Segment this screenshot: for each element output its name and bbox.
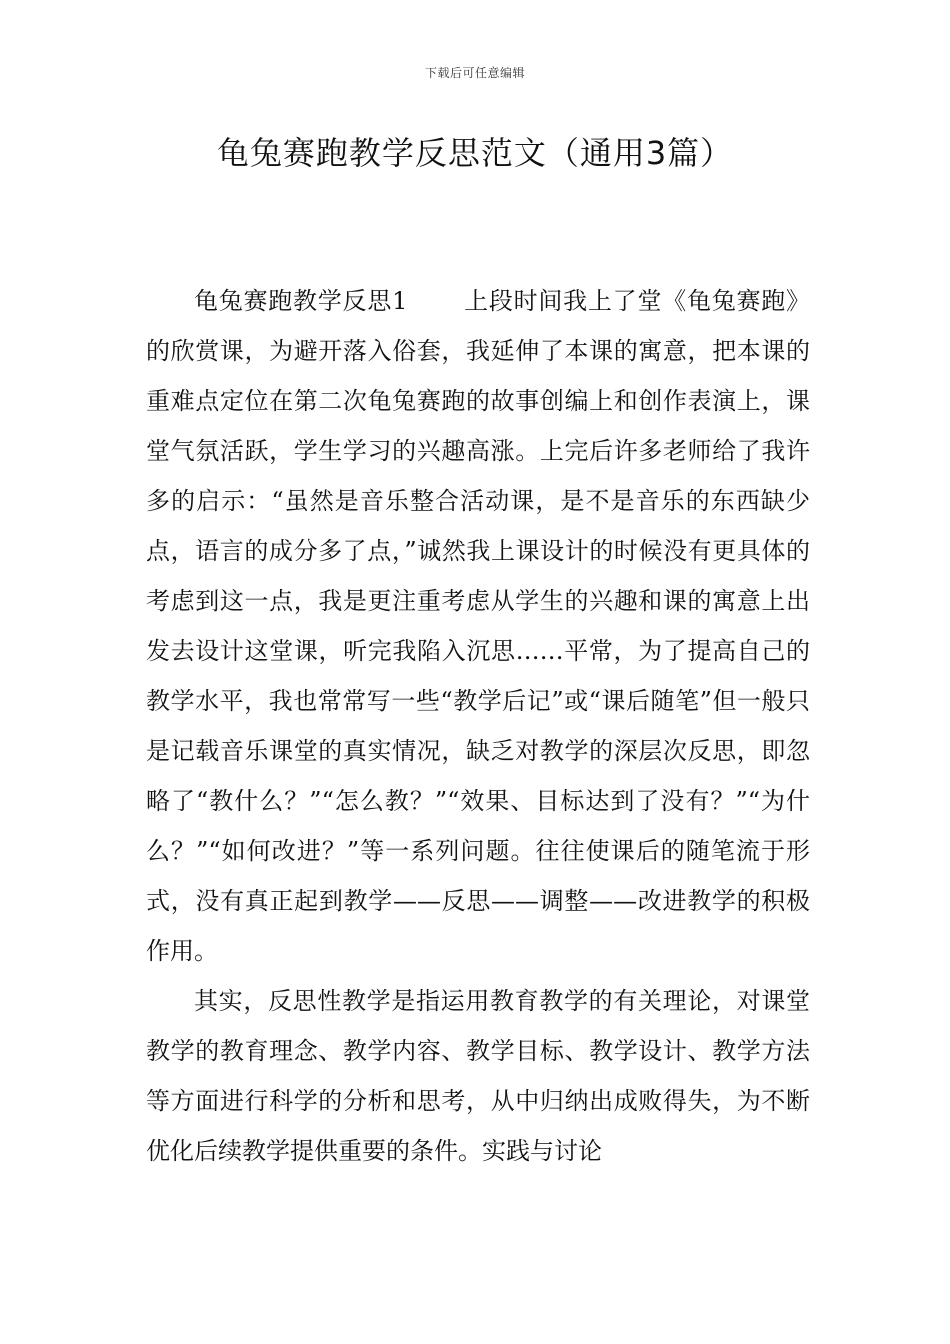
section-heading: 龟兔赛跑教学反思1 [194,287,408,315]
paragraph-2 [146,976,810,1176]
header-note: 下载后可任意编辑 [424,66,525,80]
paragraph-2-text: 其实，反思性教学是指运用教育教学的有关理论，对课堂教学的教育理念、教学内容、教学目标、教学设计、教学方法等方面进行科学的分析和思考，从中归纳出成败得失，为不断优化后续教学提供重要的条件。实践与讨论 [146,987,810,1165]
page-title: 龟兔赛跑教学反思范文（通用3篇） [216,134,734,172]
document-body [146,276,810,1176]
paragraph-1-text: 上段时间我上了堂《龟兔赛跑》的欣赏课，为避开落入俗套，我延伸了本课的寓意，把本课的重难点定位在第二次龟兔赛跑的故事创编上和创作表演上，课堂气氛活跃，学生学习的兴趣高涨。上完后许多老师给了我许多的启示：“虽然是音乐整合活动课，是不是音乐的东西缺少点，语言的成分多了点，”诚然我上课设计的时候没有更具体的考虑到这一点，我是更注重考虑从学生的兴趣和课的寓意上出发去设计这堂课，听完我陷入沉思……平常，为了提高自己的教学水平，我也常常写一些“教学后记”或“课后随笔”但一般只是记载音乐课堂的真实情况，缺乏对教学的深层次反思，即忽略了“教什么？”“怎么教？”“效果、目标达到了没有？”“为什么？”“如何改进？”等一系列问题。往往使课后的随笔流于形式，没有真正起到教学——反思——调整——改进教学的积极作用。 [146,287,810,965]
paragraph-1 [146,276,810,976]
